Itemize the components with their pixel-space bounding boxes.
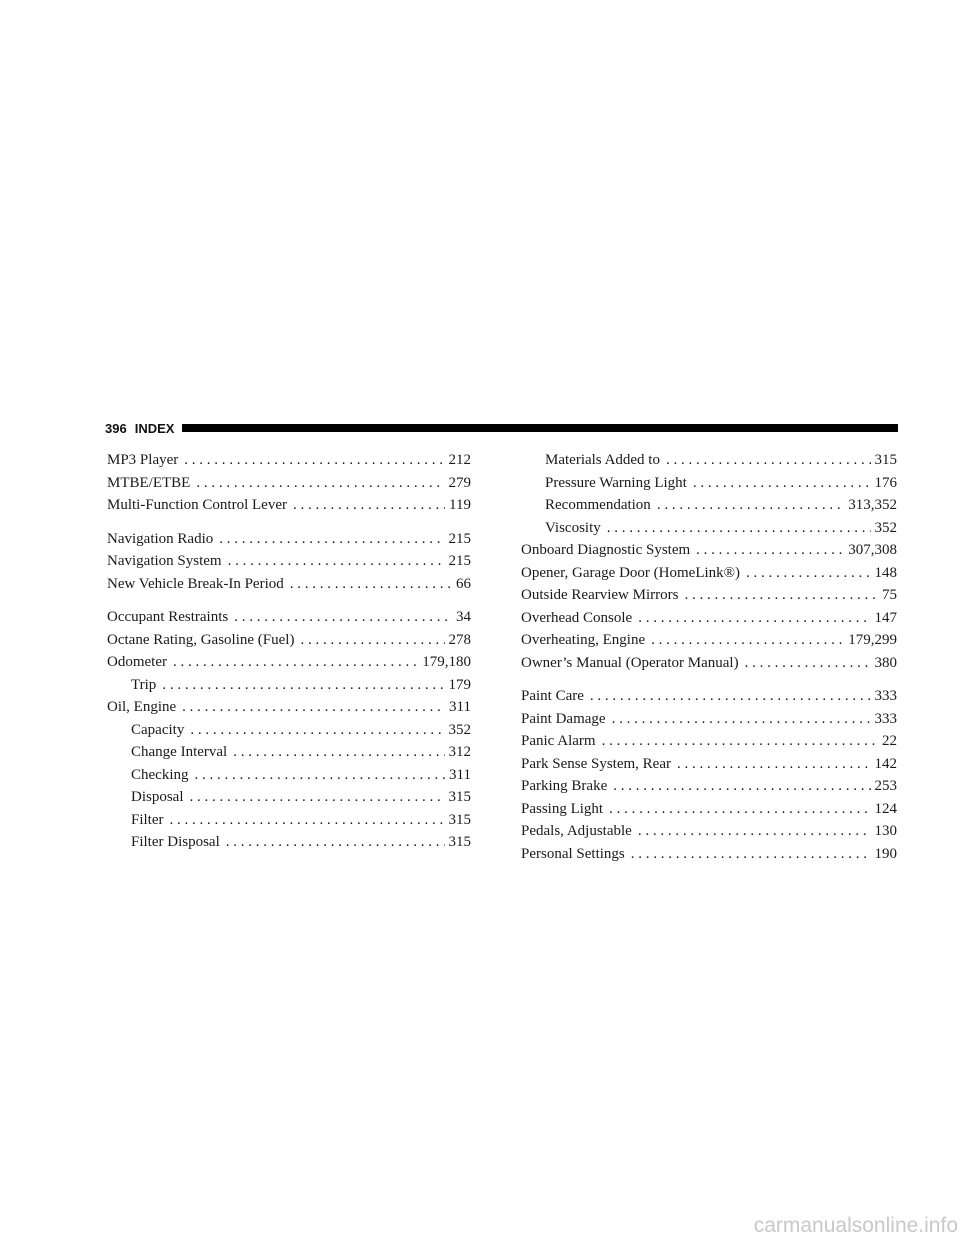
dot-leader <box>184 449 444 472</box>
entry-page-number: 215 <box>448 553 471 569</box>
entry-page-number: 315 <box>448 789 471 805</box>
entry-label: Navigation System <box>107 553 222 569</box>
index-entry <box>107 629 471 652</box>
entry-page-number: 315 <box>448 834 471 850</box>
index-entry <box>521 449 897 472</box>
dot-leader <box>162 674 444 697</box>
dot-leader <box>173 651 418 674</box>
entry-label: Octane Rating, Gasoline (Fuel) <box>107 631 295 648</box>
index-entry <box>107 494 471 517</box>
entry-page-number: 315 <box>874 452 897 468</box>
index-entry <box>107 809 471 832</box>
entry-page-number: 142 <box>874 755 897 772</box>
index-entry <box>521 820 897 843</box>
entry-page-number: 212 <box>448 452 471 468</box>
index-entry <box>521 685 897 708</box>
entry-label: MP3 Player <box>107 452 179 468</box>
index-entry <box>107 674 471 697</box>
entry-label: Materials Added to <box>545 452 660 468</box>
entry-label: Trip <box>131 676 157 693</box>
index-entry <box>521 562 897 585</box>
entry-page-number: 215 <box>448 530 471 547</box>
page-number: 396 <box>105 420 127 436</box>
dot-leader <box>612 708 871 731</box>
entry-page-number: 333 <box>874 710 897 727</box>
entry-label: Occupant Restraints <box>107 609 229 625</box>
dot-leader <box>657 494 844 517</box>
entry-label: Capacity <box>131 721 185 738</box>
entry-label: Parking Brake <box>521 778 608 794</box>
entry-page-number: 311 <box>449 699 471 715</box>
dot-leader <box>226 831 445 854</box>
entry-label: MTBE/ETBE <box>107 474 191 491</box>
entry-page-number: 352 <box>874 519 897 536</box>
dot-leader <box>631 843 871 866</box>
entry-label: Oil, Engine <box>107 699 177 715</box>
index-entry <box>521 730 897 753</box>
entry-label: New Vehicle Break-In Period <box>107 575 284 592</box>
dot-leader <box>590 685 871 708</box>
dot-leader <box>684 584 878 607</box>
index-entry <box>521 494 897 517</box>
index-column-left <box>107 449 471 854</box>
index-entry <box>521 472 897 495</box>
site-watermark: carmanualsonline.info <box>753 1214 958 1237</box>
index-entry <box>521 753 897 776</box>
index-entry <box>107 786 471 809</box>
entry-page-number: 119 <box>449 497 471 513</box>
entry-page-number: 311 <box>449 766 471 783</box>
dot-leader <box>170 809 445 832</box>
dot-leader <box>602 730 878 753</box>
entry-page-number: 34 <box>456 609 471 625</box>
entry-label: Panic Alarm <box>521 733 596 749</box>
entry-page-number: 179,299 <box>848 632 897 648</box>
entry-label: Filter Disposal <box>131 834 220 850</box>
entry-label: Paint Care <box>521 688 584 704</box>
dot-leader <box>233 741 444 764</box>
entry-label: Odometer <box>107 654 167 670</box>
dot-leader <box>190 786 445 809</box>
index-entry <box>107 472 471 495</box>
entry-page-number: 130 <box>874 823 897 839</box>
section-title: INDEX <box>134 420 175 436</box>
index-entry <box>107 606 471 629</box>
dot-leader <box>693 472 871 495</box>
dot-leader <box>290 573 452 596</box>
entry-page-number: 176 <box>874 474 897 491</box>
dot-leader <box>607 517 871 540</box>
dot-leader <box>746 562 870 585</box>
index-entry <box>521 629 897 652</box>
entry-label: Multi-Function Control Lever <box>107 497 287 513</box>
entry-page-number: 312 <box>448 744 471 760</box>
index-entry <box>107 528 471 551</box>
entry-label: Opener, Garage Door (HomeLink®) <box>521 564 741 581</box>
entry-label: Passing Light <box>521 800 604 817</box>
entry-label: Pedals, Adjustable <box>521 823 632 839</box>
entry-label: Pressure Warning Light <box>545 474 687 491</box>
entry-label: Paint Damage <box>521 710 606 727</box>
entry-label: Recommendation <box>545 497 651 513</box>
index-entry <box>107 449 471 472</box>
dot-leader <box>613 775 870 798</box>
entry-page-number: 279 <box>448 474 471 491</box>
dot-leader <box>638 820 871 843</box>
entry-page-number: 253 <box>874 778 897 794</box>
entry-page-number: 66 <box>456 575 471 592</box>
entry-page-number: 278 <box>448 631 471 648</box>
index-entry <box>521 708 897 731</box>
entry-label: Navigation Radio <box>107 530 214 547</box>
entry-page-number: 315 <box>448 811 471 828</box>
entry-page-number: 333 <box>874 688 897 704</box>
index-entry <box>521 584 897 607</box>
dot-leader <box>234 606 452 629</box>
index-entry <box>107 573 471 596</box>
dot-leader <box>219 528 444 551</box>
index-entry <box>107 764 471 787</box>
index-entry <box>521 652 897 675</box>
dot-leader <box>666 449 871 472</box>
dot-leader <box>190 719 444 742</box>
entry-page-number: 147 <box>874 609 897 626</box>
entry-label: Owner’s Manual (Operator Manual) <box>521 654 739 671</box>
entry-page-number: 124 <box>874 800 897 817</box>
entry-page-number: 179,180 <box>422 654 471 670</box>
entry-label: Checking <box>131 766 189 783</box>
index-entry <box>521 517 897 540</box>
entry-page-number: 148 <box>874 564 897 581</box>
dot-leader <box>228 550 445 573</box>
dot-leader <box>609 798 870 821</box>
entry-label: Filter <box>131 811 164 828</box>
header-rule <box>182 424 898 432</box>
index-entry <box>107 741 471 764</box>
entry-page-number: 352 <box>448 721 471 738</box>
dot-leader <box>300 629 444 652</box>
entry-page-number: 179 <box>448 676 471 693</box>
dot-leader <box>293 494 445 517</box>
index-entry <box>107 550 471 573</box>
index-entry <box>521 843 897 866</box>
index-entry <box>107 651 471 674</box>
entry-page-number: 190 <box>874 845 897 862</box>
index-entry <box>521 775 897 798</box>
entry-page-number: 22 <box>882 733 897 749</box>
entry-label: Disposal <box>131 789 184 805</box>
index-entry <box>107 696 471 719</box>
dot-leader <box>195 764 446 787</box>
index-entry <box>521 798 897 821</box>
entry-label: Outside Rearview Mirrors <box>521 587 679 603</box>
index-column-right <box>521 449 897 865</box>
dot-leader <box>696 539 844 562</box>
entry-label: Onboard Diagnostic System <box>521 542 691 558</box>
entry-label: Overheating, Engine <box>521 632 646 648</box>
entry-label: Personal Settings <box>521 845 625 862</box>
dot-leader <box>677 753 871 776</box>
entry-label: Park Sense System, Rear <box>521 755 671 772</box>
entry-page-number: 313,352 <box>848 497 897 513</box>
dot-leader <box>638 607 870 630</box>
dot-leader <box>182 696 445 719</box>
index-entry <box>107 719 471 742</box>
dot-leader <box>651 629 844 652</box>
page-header <box>105 418 898 438</box>
index-entry <box>521 539 897 562</box>
dot-leader <box>745 652 871 675</box>
index-entry <box>521 607 897 630</box>
dot-leader <box>196 472 444 495</box>
entry-label: Overhead Console <box>521 609 633 626</box>
entry-label: Change Interval <box>131 744 228 760</box>
index-entry <box>107 831 471 854</box>
entry-label: Viscosity <box>545 519 601 536</box>
entry-page-number: 380 <box>874 654 897 671</box>
entry-page-number: 75 <box>882 587 897 603</box>
entry-page-number: 307,308 <box>848 542 897 558</box>
